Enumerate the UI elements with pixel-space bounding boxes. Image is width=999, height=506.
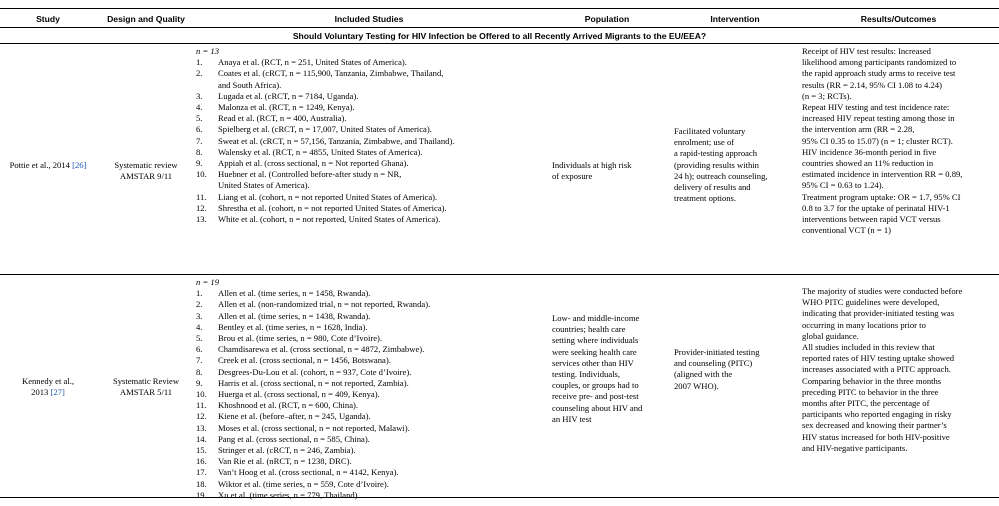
population-line: couples, or groups had to xyxy=(552,380,639,391)
results-line: Repeat HIV testing and test incidence rate: xyxy=(802,102,950,113)
row2-study xyxy=(0,376,96,398)
list-item-number: 2. xyxy=(196,68,203,79)
results-line: countries showed an 11% reduction in xyxy=(802,158,934,169)
list-item xyxy=(196,169,536,191)
intervention-line: Facilitated voluntary xyxy=(674,126,746,136)
results-line: (n = 3; RCTs). xyxy=(802,90,852,101)
header-included: Included Studies xyxy=(334,14,404,24)
list-item xyxy=(196,91,536,102)
list-item-number: 3. xyxy=(196,90,203,101)
list-item-line: United States of America). xyxy=(218,180,310,191)
list-item-line: Huebner et al. (Controlled before-after study n = NR, xyxy=(218,169,402,180)
list-item-text xyxy=(218,113,536,124)
list-item-number: 1. xyxy=(196,57,203,68)
list-item-number: 10. xyxy=(196,169,207,180)
list-item xyxy=(196,311,536,322)
list-item-number: 5. xyxy=(196,113,203,124)
intervention-line: 24 h); outreach counseling, xyxy=(674,170,768,181)
list-item-text xyxy=(218,333,536,344)
list-item-line: Desgrees-Du-Lou et al. (cohort, n = 937, Cote d’Ivoire). xyxy=(218,366,412,377)
list-item xyxy=(196,322,536,333)
row1-results xyxy=(802,46,997,236)
list-item-line: Van Rie et al. (nRCT, n = 1238, DRC). xyxy=(218,456,352,467)
row1-n-total: n = 13 xyxy=(196,46,219,56)
list-item xyxy=(196,456,536,467)
results-line: Treatment program uptake: OR = 1.7, 95% CI xyxy=(802,191,961,202)
list-item-number: 19. xyxy=(196,489,207,500)
intervention-line: enrolment; use of xyxy=(674,137,735,148)
row2-study-year: 2013 xyxy=(31,387,51,398)
list-item-line: Liang et al. (cohort, n = not reported United States of America). xyxy=(218,191,438,202)
list-item-number: 16. xyxy=(196,456,207,467)
list-item-number: 12. xyxy=(196,411,207,422)
list-item xyxy=(196,214,536,225)
list-item-text xyxy=(218,411,536,422)
list-item-text xyxy=(218,423,536,434)
list-item-text xyxy=(218,400,536,411)
list-item-text xyxy=(218,288,536,299)
population-line: services other than HIV xyxy=(552,357,634,368)
list-item-text xyxy=(218,102,536,113)
list-item xyxy=(196,467,536,478)
list-item-line: Appiah et al. (cross sectional, n = Not reported Ghana). xyxy=(218,158,409,169)
population-line: setting where individuals xyxy=(552,335,639,346)
intervention-line: (aligned with the xyxy=(674,369,733,380)
list-item-line: Wiktor et al. (time series, n = 559, Cote d’Ivoire). xyxy=(218,478,389,489)
list-item-line: Coates et al. (cRCT, n = 115,900, Tanzania, Zimbabwe, Thailand, xyxy=(218,68,444,79)
list-item-number: 9. xyxy=(196,158,203,169)
list-item xyxy=(196,57,536,68)
list-item xyxy=(196,192,536,203)
population-line: were seeking health care xyxy=(552,346,637,357)
row2-included-studies xyxy=(196,277,536,501)
list-item-text xyxy=(218,169,536,191)
list-item-number: 8. xyxy=(196,366,203,377)
population-line: of exposure xyxy=(552,171,593,182)
row2-intervention xyxy=(674,347,796,392)
list-item-line: Read et al. (RCT, n = 400, Australia). xyxy=(218,113,347,124)
intervention-line: delivery of results and xyxy=(674,182,751,193)
row1-study-list xyxy=(196,57,536,225)
row1-study-ref-link[interactable]: [26] xyxy=(72,160,87,170)
list-item-number: 7. xyxy=(196,355,203,366)
results-line: HIV incidence 36-month period in five xyxy=(802,146,937,157)
list-item-number: 4. xyxy=(196,102,203,113)
list-item-line: Moses et al. (cross sectional, n = not reported, Malawi). xyxy=(218,422,410,433)
list-item-number: 8. xyxy=(196,146,203,157)
list-item-line: Xu et al. (time series, n = 779, Thailand). xyxy=(218,489,360,500)
results-line: All studies included in this review that xyxy=(802,342,935,353)
header-rule xyxy=(0,27,999,28)
list-item-text xyxy=(218,136,536,147)
list-item-text xyxy=(218,322,536,333)
list-item xyxy=(196,378,536,389)
list-item xyxy=(196,445,536,456)
list-item xyxy=(196,158,536,169)
results-line: increases associated with a PITC approach. xyxy=(802,364,951,375)
results-line: WHO PITC guidelines were developed, xyxy=(802,297,940,308)
header-population: Population xyxy=(584,14,630,24)
results-line: conventional VCT (n = 1) xyxy=(802,225,892,236)
section-title: Should Voluntary Testing for HIV Infection be Offered to all Recently Arrived Migrants to the EU/EEA? xyxy=(292,31,707,41)
population-line: an HIV test xyxy=(552,413,592,424)
list-item-number: 6. xyxy=(196,344,203,355)
row2-study-list xyxy=(196,288,536,501)
results-line: the rapid approach study arms to receive test xyxy=(802,68,956,79)
results-line: global guidance. xyxy=(802,330,859,341)
list-item-line: Chamdisarewa et al. (cross sectional, n = 4872, Zimbabwe). xyxy=(218,344,425,355)
list-item-text xyxy=(218,378,536,389)
list-item-text xyxy=(218,203,536,214)
list-item-number: 6. xyxy=(196,124,203,135)
header-study: Study xyxy=(36,14,60,24)
list-item xyxy=(196,68,536,90)
list-item-line: Khoshnood et al. (RCT, n = 600, China). xyxy=(218,400,359,411)
row2-n-total: n = 19 xyxy=(196,277,219,287)
list-item-number: 15. xyxy=(196,445,207,456)
results-line: reported rates of HIV testing uptake showed xyxy=(802,353,955,364)
results-line: occurring in many locations prior to xyxy=(802,319,926,330)
row2-design-quality: AMSTAR 5/11 xyxy=(119,387,173,398)
row2-population xyxy=(552,313,672,425)
list-item xyxy=(196,113,536,124)
header-results: Results/Outcomes xyxy=(860,14,937,24)
results-line: likelihood among participants randomized to xyxy=(802,57,957,68)
list-item-line: Walensky et al. (RCT, n = 4855, United States of America). xyxy=(218,146,423,157)
top-rule xyxy=(0,8,999,9)
list-item-line: Pang et al. (cross sectional, n = 585, China). xyxy=(218,433,370,444)
intervention-line: treatment options. xyxy=(674,193,737,204)
row2-design-type: Systematic Review xyxy=(112,376,180,386)
list-item xyxy=(196,400,536,411)
list-item xyxy=(196,344,536,355)
results-line: sex decreased and knowing their partner’s xyxy=(802,420,947,431)
results-line: HIV status increased for both HIV-positive xyxy=(802,431,950,442)
list-item-text xyxy=(218,158,536,169)
intervention-line: and counseling (PITC) xyxy=(674,358,753,369)
intervention-line: 2007 WHO). xyxy=(674,380,719,391)
list-item xyxy=(196,124,536,135)
results-line: Comparing behavior in the three months xyxy=(802,375,942,386)
intervention-line: Provider-initiated testing xyxy=(674,347,760,357)
row1-population xyxy=(552,160,672,182)
population-line: counseling about HIV and xyxy=(552,402,643,413)
header-design: Design and Quality xyxy=(107,14,185,24)
list-item-line: Van’t Hoog et al. (cross sectional, n = 4142, Kenya). xyxy=(218,467,399,478)
results-line: participants who reported engaging in risky xyxy=(802,409,952,420)
list-item xyxy=(196,490,536,501)
row1-study xyxy=(0,160,96,171)
list-item-text xyxy=(218,57,536,68)
list-item-text xyxy=(218,299,536,310)
list-item-text xyxy=(218,490,536,501)
list-item xyxy=(196,367,536,378)
list-item-line: Stringer et al. (cRCT, n = 246, Zambia). xyxy=(218,445,356,456)
list-item-text xyxy=(218,124,536,135)
list-item-number: 11. xyxy=(196,191,207,202)
list-item-text xyxy=(218,355,536,366)
list-item-line: Allen et al. (non-randomized trial, n = not reported, Rwanda). xyxy=(218,299,431,310)
list-item-line: Allen et al. (time series, n = 1458, Rwanda). xyxy=(218,288,371,299)
population-line: Individuals at high risk xyxy=(552,160,632,170)
list-item-number: 9. xyxy=(196,377,203,388)
results-line: and HIV-negative participants. xyxy=(802,442,908,453)
list-item-text xyxy=(218,479,536,490)
list-item xyxy=(196,389,536,400)
list-item-number: 13. xyxy=(196,422,207,433)
list-item xyxy=(196,411,536,422)
list-item-line: Allen et al. (time series, n = 1438, Rwanda). xyxy=(218,310,371,321)
results-line: estimated incidence in intervention RR = 0.89, xyxy=(802,169,963,180)
row2-results xyxy=(802,286,997,454)
list-item-text xyxy=(218,192,536,203)
list-item-text xyxy=(218,68,536,90)
list-item xyxy=(196,299,536,310)
list-item xyxy=(196,355,536,366)
section-rule xyxy=(0,43,999,44)
results-line: increased HIV repeat testing among those in xyxy=(802,113,955,124)
list-item-text xyxy=(218,367,536,378)
intervention-line: a rapid-testing approach xyxy=(674,148,758,159)
list-item-line: Malonza et al. (RCT, n = 1249, Kenya). xyxy=(218,102,355,113)
population-line: countries; health care xyxy=(552,324,626,335)
list-item-text xyxy=(218,147,536,158)
list-item-line: and South Africa). xyxy=(218,79,282,90)
list-item xyxy=(196,479,536,490)
list-item-line: Brou et al. (time series, n = 980, Cote d’Ivoire). xyxy=(218,333,383,344)
population-line: testing. Individuals, xyxy=(552,369,621,380)
row1-design-quality: AMSTAR 9/11 xyxy=(119,171,173,182)
list-item xyxy=(196,333,536,344)
row-rule xyxy=(0,274,999,275)
list-item xyxy=(196,423,536,434)
list-item-number: 3. xyxy=(196,310,203,321)
list-item-number: 12. xyxy=(196,202,207,213)
results-line: 95% CI = 0.63 to 1.24). xyxy=(802,180,884,191)
population-line: Low- and middle-income xyxy=(552,313,640,323)
list-item xyxy=(196,147,536,158)
list-item-line: Spielberg et al. (cRCT, n = 17,007, United States of America). xyxy=(218,124,432,135)
list-item xyxy=(196,102,536,113)
list-item xyxy=(196,434,536,445)
list-item-line: Harris et al. (cross sectional, n = not reported, Zambia). xyxy=(218,377,409,388)
row2-study-ref-link[interactable]: [27] xyxy=(50,387,65,398)
list-item-line: Bentley et al. (time series, n = 1628, India). xyxy=(218,321,368,332)
population-line: receive pre- and post-test xyxy=(552,391,639,402)
list-item-line: White et al. (cohort, n = not reported, United States of America). xyxy=(218,214,441,225)
list-item-text xyxy=(218,91,536,102)
results-line: results (RR = 2.14, 95% CI 1.08 to 4.24) xyxy=(802,79,942,90)
list-item-number: 17. xyxy=(196,467,207,478)
results-line: indicating that provider-initiated testing was xyxy=(802,308,955,319)
results-line: The majority of studies were conducted before xyxy=(802,286,963,296)
row1-design xyxy=(96,160,196,182)
list-item-line: Kiene et al. (before–after, n = 245, Uganda). xyxy=(218,411,371,422)
list-item-line: Anaya et al. (RCT, n = 251, United States of America). xyxy=(218,57,407,68)
list-item-line: Sweat et al. (cRCT, n = 57,156, Tanzania, Zimbabwe, and Thailand). xyxy=(218,135,455,146)
row1-included-studies xyxy=(196,46,536,225)
list-item-number: 14. xyxy=(196,433,207,444)
list-item-number: 10. xyxy=(196,389,207,400)
list-item-text xyxy=(218,445,536,456)
list-item-text xyxy=(218,467,536,478)
row1-study-name: Pottie et al., 2014 xyxy=(9,160,73,170)
list-item-text xyxy=(218,344,536,355)
list-item-line: Shrestha et al. (cohort, n = not reported United States of America). xyxy=(218,202,447,213)
row1-intervention xyxy=(674,126,796,204)
row2-study-name: Kennedy et al., xyxy=(21,376,75,386)
list-item-text xyxy=(218,434,536,445)
list-item-number: 11. xyxy=(196,400,207,411)
list-item-number: 18. xyxy=(196,478,207,489)
list-item-number: 7. xyxy=(196,135,203,146)
list-item xyxy=(196,288,536,299)
list-item-text xyxy=(218,311,536,322)
results-line: months after PITC, the percentage of xyxy=(802,398,930,409)
list-item xyxy=(196,203,536,214)
list-item-number: 2. xyxy=(196,299,203,310)
list-item-number: 5. xyxy=(196,333,203,344)
results-line: Receipt of HIV test results: Increased xyxy=(802,46,931,56)
results-line: preceding PITC to behavior in the three xyxy=(802,386,939,397)
list-item-text xyxy=(218,456,536,467)
row1-design-type: Systematic review xyxy=(114,160,178,170)
list-item-line: Lugada et al. (cRCT, n = 7184, Uganda). xyxy=(218,90,359,101)
list-item-number: 1. xyxy=(196,288,203,299)
list-item-text xyxy=(218,389,536,400)
results-line: interventions between rapid VCT versus xyxy=(802,214,941,225)
list-item-line: Creek et al. (cross sectional, n = 1456, Botswana). xyxy=(218,355,391,366)
results-line: 0.8 to 3.7 for the uptake of perinatal HIV-1 xyxy=(802,202,950,213)
list-item xyxy=(196,136,536,147)
list-item-number: 4. xyxy=(196,321,203,332)
list-item-number: 13. xyxy=(196,214,207,225)
results-line: 95% CI 0.35 to 15.07) (n = 1; cluster RCT). xyxy=(802,135,953,146)
list-item-text xyxy=(218,214,536,225)
header-intervention: Intervention xyxy=(710,14,760,24)
row2-design xyxy=(96,376,196,398)
results-line: the intervention arm (RR = 2.28, xyxy=(802,124,915,135)
list-item-line: Huerga et al. (cross sectional, n = 409, Kenya). xyxy=(218,389,380,400)
intervention-line: (providing results within xyxy=(674,159,759,170)
